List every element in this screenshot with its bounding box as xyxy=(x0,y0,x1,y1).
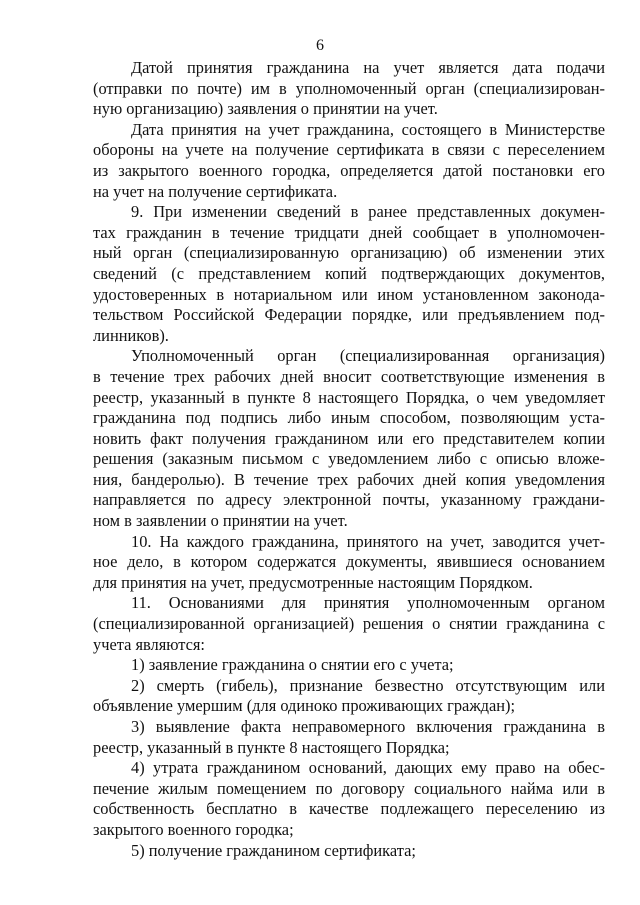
text-line: удостоверенных в нотариальном или ином установленном законода- xyxy=(93,284,605,304)
text-line: ную организацию) заявления о принятии на учет. xyxy=(93,99,438,119)
text-line: ное дело, в котором содержатся документы, явившиеся основанием xyxy=(93,552,605,572)
text-line: линников). xyxy=(93,325,169,345)
text-line: ный орган (специализированную организацию) об изменении этих xyxy=(93,243,605,263)
text-line: реестр, указанный в пункте 8 настоящего Порядка, о чем уведомляет xyxy=(93,387,605,407)
text-line: 10. На каждого гражданина, принятого на учет, заводится учет- xyxy=(131,531,605,551)
text-line: тельством Российской Федерации порядке, или предъявлением под- xyxy=(93,305,605,325)
text-line: печение жилым помещением по договору социального найма или в xyxy=(93,778,605,798)
text-line: гражданина под подпись либо иным способом, позволяющим уста- xyxy=(93,408,605,428)
text-line: решения (заказным письмом с уведомлением либо с описью вложе- xyxy=(93,449,605,469)
document-body xyxy=(93,58,605,861)
page-number: 6 xyxy=(316,37,324,54)
text-line: 3) выявление факта неправомерного включения гражданина в xyxy=(131,717,605,736)
text-line: собственность бесплатно в качестве подлежащего переселению из xyxy=(93,799,605,819)
text-line: Уполномоченный орган (специализированная организация) xyxy=(131,346,605,366)
text-line: ном в заявлении о принятии на учет. xyxy=(93,511,348,531)
text-line: обороны на учете на получение сертификата в связи с переселением xyxy=(93,140,605,160)
text-line: учета являются: xyxy=(93,634,205,654)
text-line: ния, бандеролью). В течение трех рабочих дней копия уведомления xyxy=(93,469,605,489)
text-line: в течение трех рабочих дней вносит соответствующие изменения в xyxy=(93,366,605,386)
text-line: новить факт получения гражданином или его представителем копии xyxy=(93,428,605,448)
text-line: (специализированной организацией) решения о снятии гражданина с xyxy=(93,614,605,634)
text-line: Дата принятия на учет гражданина, состоящего в Министерстве xyxy=(131,119,605,139)
text-line: на учет на получение сертификата. xyxy=(93,181,338,201)
text-line: 2) смерть (гибель), признание безвестно отсутствующим или xyxy=(131,675,605,695)
text-line: направляется по адресу электронной почты, указанному граждани- xyxy=(93,490,605,510)
text-line: 5) получение гражданином сертификата; xyxy=(131,840,416,860)
text-line: (отправки по почте) им в уполномоченный орган (специализирован- xyxy=(93,78,605,98)
text-line: 11. Основаниями для принятия уполномоченным органом xyxy=(131,593,605,613)
text-line: тах гражданин в течение тридцати дней сообщает в уполномочен- xyxy=(93,222,605,242)
text-line: сведений (с представлением копий подтверждающих документов, xyxy=(93,263,605,283)
text-line: 4) утрата гражданином оснований, дающих ему право на обес- xyxy=(131,758,605,778)
text-line: Датой принятия гражданина на учет является дата подачи xyxy=(131,58,605,77)
text-line: 1) заявление гражданина о снятии его с учета; xyxy=(131,655,454,675)
text-line: для принятия на учет, предусмотренные настоящим Порядком. xyxy=(93,572,533,592)
text-line: из закрытого военного городка, определяется датой постановки его xyxy=(93,160,605,180)
text-line: реестр, указанный в пункте 8 настоящего Порядка; xyxy=(93,737,450,757)
text-line: 9. При изменении сведений в ранее представленных докумен- xyxy=(131,202,605,222)
text-line: закрытого военного городка; xyxy=(93,819,294,839)
text-line: объявление умершим (для одиноко проживающих граждан); xyxy=(93,696,516,716)
